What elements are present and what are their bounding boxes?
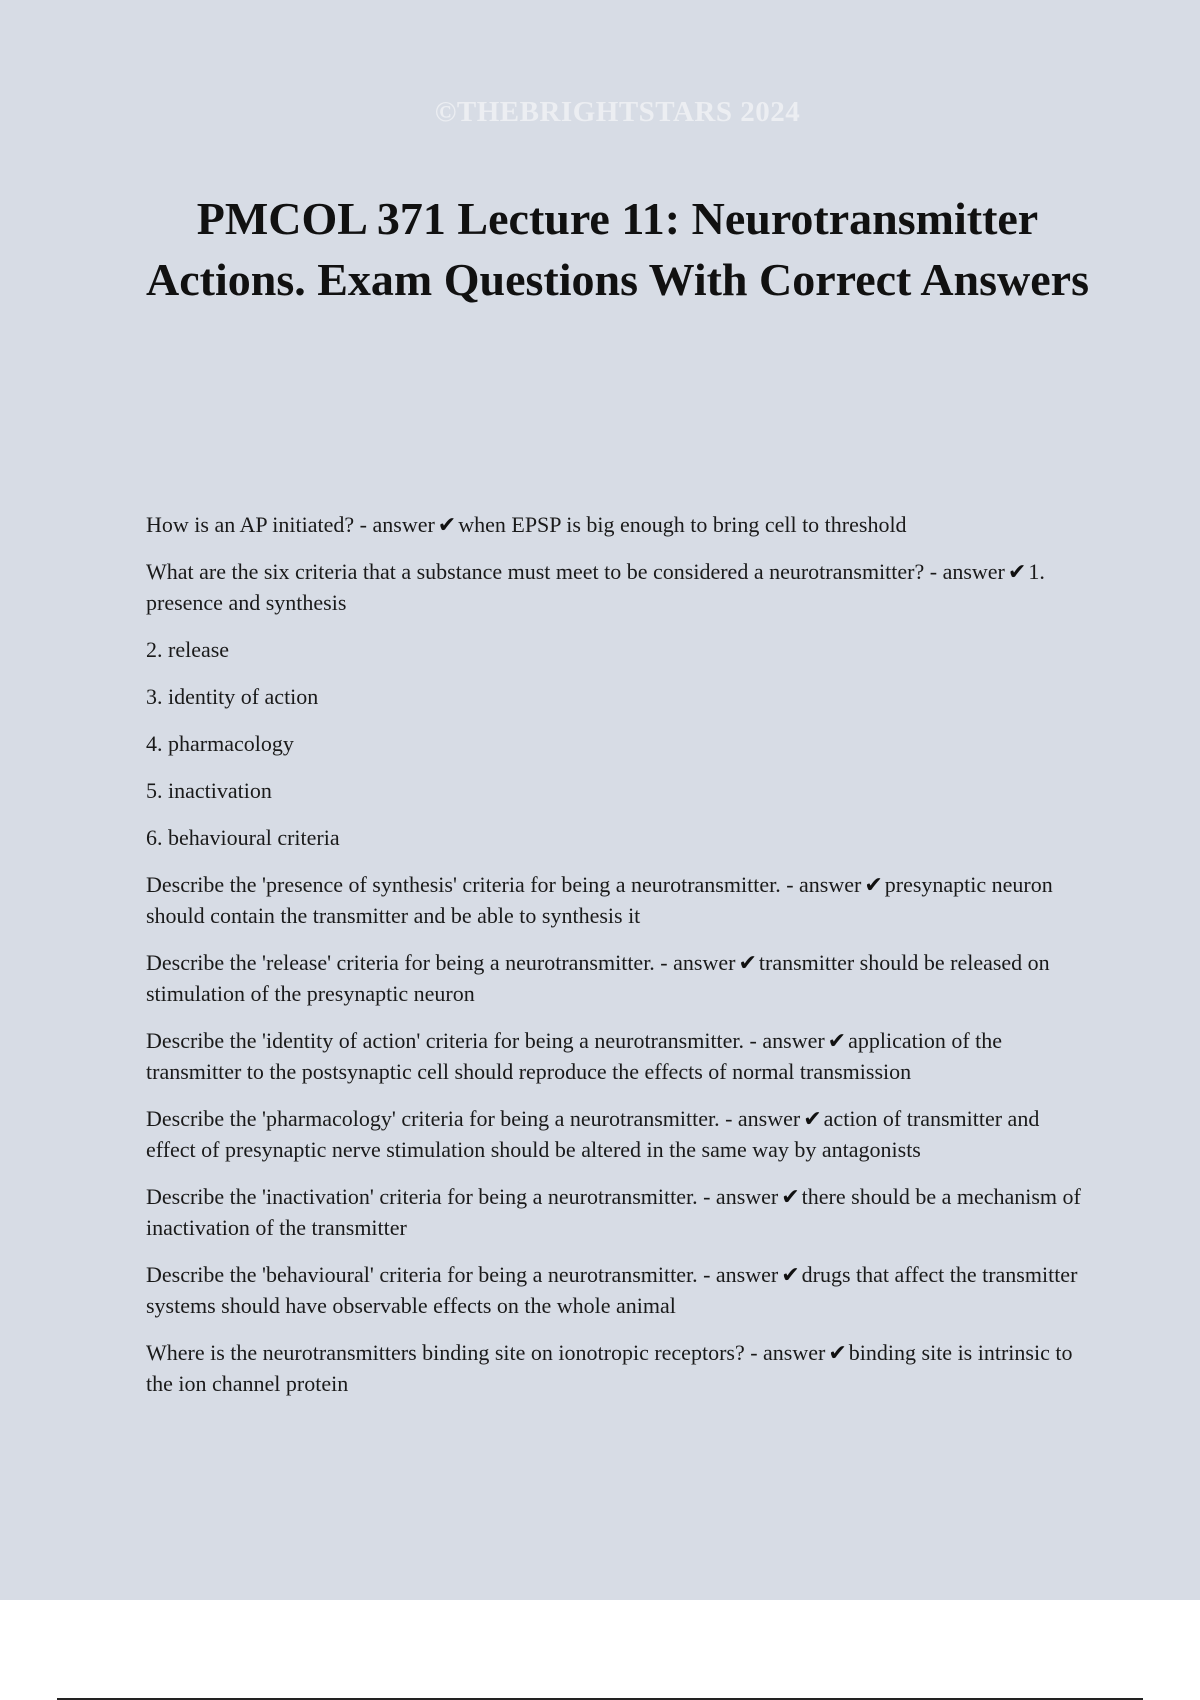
- answer-text: action of transmitter and effect of presynaptic nerve stimulation should be altered in the same way by antagonists: [146, 1106, 1040, 1162]
- check-icon: ✔: [738, 951, 757, 976]
- question-text: Describe the 'behavioural' criteria for being a neurotransmitter. - answer: [146, 1262, 779, 1287]
- check-icon: ✔: [1007, 560, 1027, 585]
- list-item: 4. pharmacology: [146, 731, 294, 756]
- qa-item: [146, 1103, 1081, 1165]
- check-icon: ✔: [864, 873, 883, 898]
- qa-item: [146, 1259, 1081, 1321]
- watermark: ©THEBRIGHTSTARS 2024: [434, 96, 801, 128]
- answer-text: when EPSP is big enough to bring cell to threshold: [458, 512, 907, 537]
- qa-item: [146, 947, 1081, 1009]
- answer-text: application of the transmitter to the postsynaptic cell should reproduce the effects of normal transmission: [146, 1028, 1003, 1084]
- question-text: Describe the 'identity of action' criteria for being a neurotransmitter. - answer: [146, 1028, 825, 1053]
- check-icon: ✔: [781, 1263, 800, 1288]
- qa-list: [146, 509, 1081, 1415]
- check-icon: ✔: [803, 1107, 822, 1132]
- question-text: Describe the 'presence of synthesis' criteria for being a neurotransmitter. - answer: [146, 872, 862, 897]
- question-text: How is an AP initiated? - answer: [146, 512, 435, 537]
- check-icon: ✔: [828, 1341, 847, 1366]
- qa-item: [146, 556, 1081, 618]
- question-text: Where is the neurotransmitters binding site on ionotropic receptors? - answer: [146, 1340, 826, 1365]
- qa-item: [146, 869, 1081, 931]
- answer-text: 1. presence and synthesis: [146, 559, 1045, 615]
- list-item: 6. behavioural criteria: [146, 825, 340, 850]
- answer-text: transmitter should be released on stimulation of the presynaptic neuron: [146, 950, 1050, 1006]
- check-icon: ✔: [781, 1185, 800, 1210]
- question-text: Describe the 'pharmacology' criteria for being a neurotransmitter. - answer: [146, 1106, 801, 1131]
- list-item: 2. release: [146, 637, 230, 662]
- question-text: Describe the 'inactivation' criteria for being a neurotransmitter. - answer: [146, 1184, 779, 1209]
- question-text: Describe the 'release' criteria for being a neurotransmitter. - answer: [146, 950, 736, 975]
- qa-item: [146, 1337, 1081, 1399]
- qa-item: [146, 1025, 1081, 1087]
- check-icon: ✔: [827, 1029, 847, 1054]
- question-text: What are the six criteria that a substance must meet to be considered a neurotransmitter? - answer: [146, 559, 1005, 584]
- answer-text: binding site is intrinsic to the ion channel protein: [146, 1340, 1073, 1396]
- answer-text: presynaptic neuron should contain the transmitter and be able to synthesis it: [146, 872, 1053, 928]
- qa-item: [146, 509, 1081, 540]
- check-icon: ✔: [437, 513, 457, 538]
- answer-text: there should be a mechanism of inactivation of the transmitter: [146, 1184, 1081, 1240]
- qa-item: [146, 1181, 1081, 1243]
- list-item: 5. inactivation: [146, 778, 272, 803]
- document-title: PMCOL 371 Lecture 11: Neurotransmitter Actions. Exam Questions With Correct Answers: [146, 193, 1089, 305]
- answer-text: drugs that affect the transmitter systems should have observable effects on the whole animal: [146, 1262, 1078, 1318]
- list-item: 3. identity of action: [146, 684, 319, 709]
